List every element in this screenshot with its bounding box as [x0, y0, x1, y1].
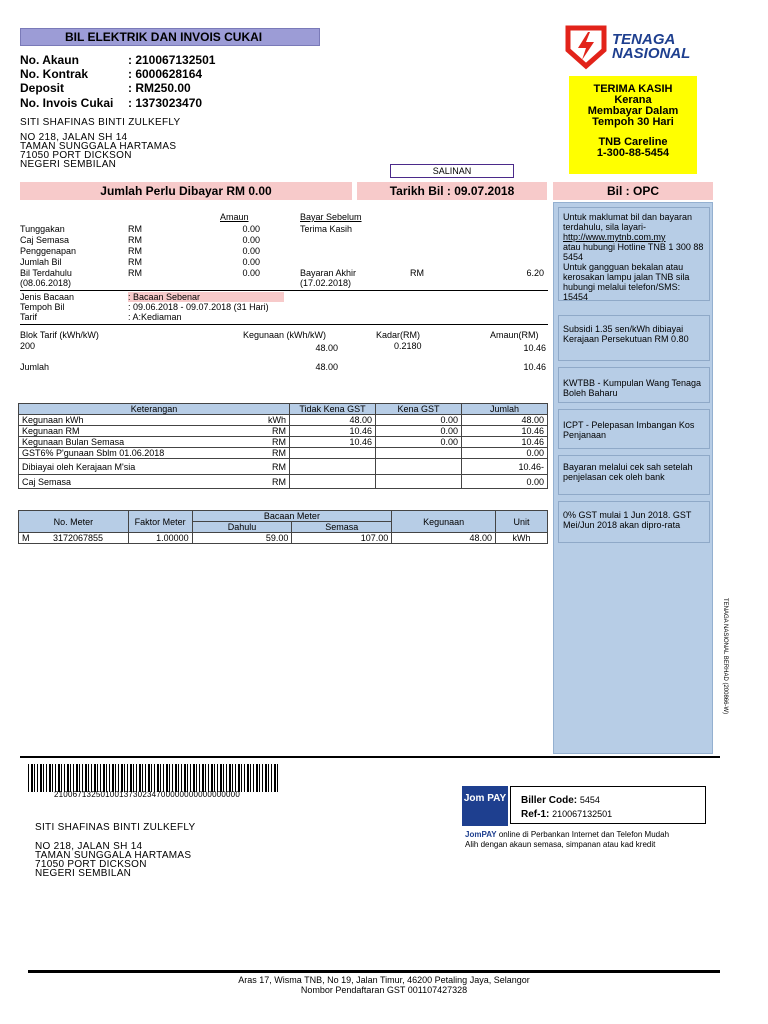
address-line: NEGERI SEMBILAN	[20, 159, 117, 170]
amount-due: Jumlah Perlu Dibayar RM 0.00	[20, 182, 352, 200]
address-line: NEGERI SEMBILAN	[35, 868, 132, 879]
table-row	[19, 426, 548, 437]
jompay-logo: Jom PAY	[462, 786, 508, 826]
gst-header-nongst: Tidak Kena GST	[290, 404, 376, 415]
ref1-value: 210067132501	[552, 809, 613, 819]
payslip-address	[35, 842, 191, 878]
info-text: Untuk maklumat bil dan bayaran terdahulu, sila layari-	[563, 212, 693, 232]
tariff-label: Tarif	[20, 312, 38, 322]
gst-total: 10.46	[462, 437, 548, 448]
gst-desc: Dibiayai oleh Kerajaan M'sia	[19, 459, 252, 475]
charge-currency: RM	[128, 235, 142, 245]
gst-unit: RM	[251, 437, 289, 448]
info-text: atau hubungi Hotline TNB 1 300 88 5454	[563, 242, 704, 262]
biller-code-label: Biller Code:	[521, 795, 578, 806]
charge-amount: 0.00	[242, 257, 260, 267]
tariff-header-rate: Kadar(RM)	[376, 330, 421, 340]
table-row	[19, 533, 548, 544]
charge-currency: RM	[128, 224, 142, 234]
careline-label: TNB Careline	[598, 136, 668, 148]
bayar-sebelum-header: Bayar Sebelum	[300, 212, 362, 222]
charges-list	[20, 224, 260, 268]
gst-total: 10.46-	[462, 459, 548, 475]
tariff-block: 200	[20, 341, 36, 351]
info-box-contact	[558, 207, 710, 301]
gst-table	[18, 403, 548, 489]
invoice-value: : 1373023470	[128, 96, 203, 110]
company-registration: TENAGA NASIONAL BERHAD (200866-W)	[722, 598, 728, 715]
gst-total: 0.00	[462, 448, 548, 459]
tnb-logo-icon	[562, 22, 610, 70]
jompay-brand: JomPAY	[465, 830, 497, 839]
gst-gst	[376, 475, 462, 489]
charge-amount: 0.00	[242, 224, 260, 234]
meter-header-unit: Unit	[496, 511, 548, 533]
deposit-value: : RM250.00	[128, 81, 191, 95]
gst-gst: 0.00	[376, 415, 462, 426]
previous-bill	[20, 268, 260, 288]
tariff-total-label: Jumlah	[20, 362, 50, 372]
bill-date: Tarikh Bil : 09.07.2018	[357, 182, 547, 200]
gst-desc: Kegunaan RM	[19, 426, 252, 437]
info-box-kwtbb: KWTBB - Kumpulan Wang Tenaga Boleh Baharu	[558, 367, 710, 403]
gst-header-desc: Keterangan	[19, 404, 290, 415]
footer-line	[28, 970, 720, 973]
jompay-note-line: Alih dengan akaun semasa, simpanan atau kad kredit	[465, 840, 656, 849]
gst-unit: RM	[251, 448, 289, 459]
thanks-line: Tempoh 30 Hari	[592, 116, 674, 128]
charge-label: Penggenapan	[20, 246, 77, 256]
tariff-total-usage: 48.00	[315, 362, 338, 372]
meter-number-cell	[19, 533, 129, 544]
gst-unit: RM	[251, 459, 289, 475]
gst-nongst: 48.00	[290, 415, 376, 426]
customer-name: SITI SHAFINAS BINTI ZULKEFLY	[20, 117, 181, 128]
info-sidebar	[553, 202, 713, 754]
payslip-customer-name: SITI SHAFINAS BINTI ZULKEFLY	[35, 822, 196, 833]
biller-code: 5454	[579, 795, 600, 805]
prev-bill-label: Bil Terdahulu	[20, 268, 72, 278]
gst-total: 10.46	[462, 426, 548, 437]
prev-bill-currency: RM	[128, 268, 142, 278]
address-line: 71050 PORT DICKSON	[35, 859, 147, 870]
deposit-label: Deposit	[20, 81, 65, 95]
table-row	[19, 448, 548, 459]
gst-unit: RM	[251, 426, 289, 437]
charge-amount: 0.00	[242, 246, 260, 256]
tariff-value: : A:Kediaman	[128, 312, 182, 322]
meter-type: M	[22, 533, 30, 543]
gst-nongst: 10.46	[290, 437, 376, 448]
last-payment-label: Bayaran Akhir	[300, 268, 357, 278]
account-value: : 210067132501	[128, 53, 216, 67]
charge-currency: RM	[128, 257, 142, 267]
thanks-line: Membayar Dalam	[587, 105, 679, 117]
address-line: TAMAN SUNGGALA HARTAMAS	[35, 850, 192, 861]
charge-amount: 0.00	[242, 235, 260, 245]
meter-header-reading: Bacaan Meter	[192, 511, 392, 522]
gst-total: 48.00	[462, 415, 548, 426]
deposit-row	[20, 81, 320, 95]
tariff-header-usage: Kegunaan (kWh/kW)	[243, 330, 327, 340]
bill-period-value: : 09.06.2018 - 09.07.2018 (31 Hari)	[128, 302, 269, 312]
gst-nongst	[290, 475, 376, 489]
tear-line	[20, 756, 720, 758]
charge-label: Tunggakan	[20, 224, 65, 234]
gst-nongst	[290, 448, 376, 459]
invoice-label: No. Invois Cukai	[20, 96, 114, 110]
meter-header-factor: Faktor Meter	[128, 511, 192, 533]
prev-bill-amount: 0.00	[242, 268, 260, 278]
contract-label: No. Kontrak	[20, 67, 89, 81]
amaun-header: Amaun	[220, 212, 249, 222]
bill-period-label: Tempoh Bil	[20, 302, 65, 312]
meter-prev: 59.00	[192, 533, 292, 544]
gst-gst: 0.00	[376, 437, 462, 448]
table-row	[19, 415, 548, 426]
last-payment	[300, 268, 544, 288]
charge-label: Jumlah Bil	[20, 257, 62, 267]
charge-row	[20, 224, 260, 235]
gst-gst	[376, 459, 462, 475]
bill-title: BIL ELEKTRIK DAN INVOIS CUKAI	[20, 28, 320, 46]
table-row	[19, 475, 548, 489]
ref1-label: Ref-1:	[521, 809, 550, 820]
logo-text-nasional: NASIONAL	[612, 45, 691, 62]
contract-value: : 6000628164	[128, 67, 203, 81]
customer-address	[20, 133, 176, 169]
careline-number: 1-300-88-5454	[596, 147, 670, 159]
tariff-rate: 0.2180	[394, 341, 422, 351]
barcode	[28, 764, 278, 792]
contract-number-row	[20, 67, 320, 81]
prev-bill-date: (08.06.2018)	[20, 278, 72, 288]
meter-usage: 48.00	[392, 533, 496, 544]
footer	[0, 975, 768, 995]
gst-gst	[376, 448, 462, 459]
bayar-sebelum-value: Terima Kasih	[300, 224, 353, 234]
info-text: Untuk gangguan bekalan atau kerosakan lampu jalan TNB sila hubungi melalui telefon/SMS: 15454	[563, 262, 690, 302]
meter-header-number: No. Meter	[19, 511, 129, 533]
charge-currency: RM	[128, 246, 142, 256]
invoice-number-row	[20, 96, 320, 110]
website-link[interactable]: http://www.mytnb.com.my	[563, 232, 666, 242]
gst-desc: Caj Semasa	[19, 475, 252, 489]
copy-label: SALINAN	[390, 164, 514, 178]
charge-row	[20, 235, 260, 246]
table-row	[19, 437, 548, 448]
reading-type-value: : Bacaan Sebenar	[128, 292, 284, 302]
tariff-header-block: Blok Tarif (kWh/kW)	[20, 330, 99, 340]
logo-text-tenaga: TENAGA	[612, 31, 676, 48]
tnb-logo	[560, 22, 720, 72]
gst-desc: Kegunaan kWh	[19, 415, 252, 426]
meter-table	[18, 510, 548, 544]
bill-type: Bil : OPC	[553, 182, 713, 200]
account-label: No. Akaun	[20, 53, 79, 67]
gst-unit: RM	[251, 475, 289, 489]
footer-address: Aras 17, Wisma TNB, No 19, Jalan Timur, 46200 Petaling Jaya, Selangor	[238, 975, 530, 985]
address-line: TAMAN SUNGGALA HARTAMAS	[20, 141, 177, 152]
footer-gst-number: Nombor Pendaftaran GST 001107427328	[300, 985, 468, 995]
info-box-cheque: Bayaran melalui cek sah setelah penjelasan cek oleh bank	[558, 455, 710, 495]
reading-info	[20, 292, 320, 322]
table-row	[19, 459, 548, 475]
info-box-subsidy: Subsidi 1.35 sen/kWh dibiayai Kerajaan Persekutuan RM 0.80	[558, 315, 710, 361]
gst-unit: kWh	[251, 415, 289, 426]
last-payment-amount: 6.20	[526, 268, 544, 278]
meter-curr: 107.00	[292, 533, 392, 544]
meter-factor: 1.00000	[128, 533, 192, 544]
tariff-usage: 48.00	[315, 343, 338, 353]
gst-desc: Kegunaan Bulan Semasa	[19, 437, 252, 448]
charge-label: Caj Semasa	[20, 235, 70, 245]
meter-unit: kWh	[496, 533, 548, 544]
address-line: NO 218, JALAN SH 14	[20, 132, 128, 143]
last-payment-currency: RM	[410, 268, 424, 278]
gst-nongst: 10.46	[290, 426, 376, 437]
gst-header-gst: Kena GST	[376, 404, 462, 415]
info-box-icpt: ICPT - Pelepasan Imbangan Kos Penjanaan	[558, 409, 710, 449]
divider	[20, 290, 548, 291]
last-payment-date: (17.02.2018)	[300, 278, 352, 288]
barcode-number: 2100671325010013730234700000000000000000	[54, 790, 240, 799]
address-line: NO 218, JALAN SH 14	[35, 841, 143, 852]
divider	[20, 324, 548, 325]
tariff-header-amount: Amaun(RM)	[490, 330, 539, 340]
meter-header-usage: Kegunaan	[392, 511, 496, 533]
charge-row	[20, 246, 260, 257]
jompay-note	[465, 830, 725, 850]
charge-row	[20, 257, 260, 268]
thanks-line: TERIMA KASIH	[593, 83, 673, 95]
thanks-line: Kerana	[614, 94, 652, 106]
gst-total: 0.00	[462, 475, 548, 489]
account-number-row	[20, 53, 320, 67]
address-line: 71050 PORT DICKSON	[20, 150, 132, 161]
tariff-amount: 10.46	[523, 343, 546, 353]
biller-box	[510, 786, 706, 824]
gst-nongst	[290, 459, 376, 475]
jompay-note-line: online di Perbankan Internet dan Telefon Mudah	[498, 830, 670, 839]
meter-number: 3172067855	[53, 533, 104, 543]
info-box-gst: 0% GST mulai 1 Jun 2018. GST Mei/Jun 2018 akan dipro-rata	[558, 501, 710, 543]
meter-subheader-prev: Dahulu	[192, 522, 292, 533]
thank-you-box	[569, 76, 697, 174]
meter-subheader-curr: Semasa	[292, 522, 392, 533]
gst-desc: GST6% P'gunaan Sblm 01.06.2018	[19, 448, 252, 459]
tariff-total-amount: 10.46	[523, 362, 546, 372]
gst-gst: 0.00	[376, 426, 462, 437]
reading-type-label: Jenis Bacaan	[20, 292, 75, 302]
gst-header-total: Jumlah	[462, 404, 548, 415]
